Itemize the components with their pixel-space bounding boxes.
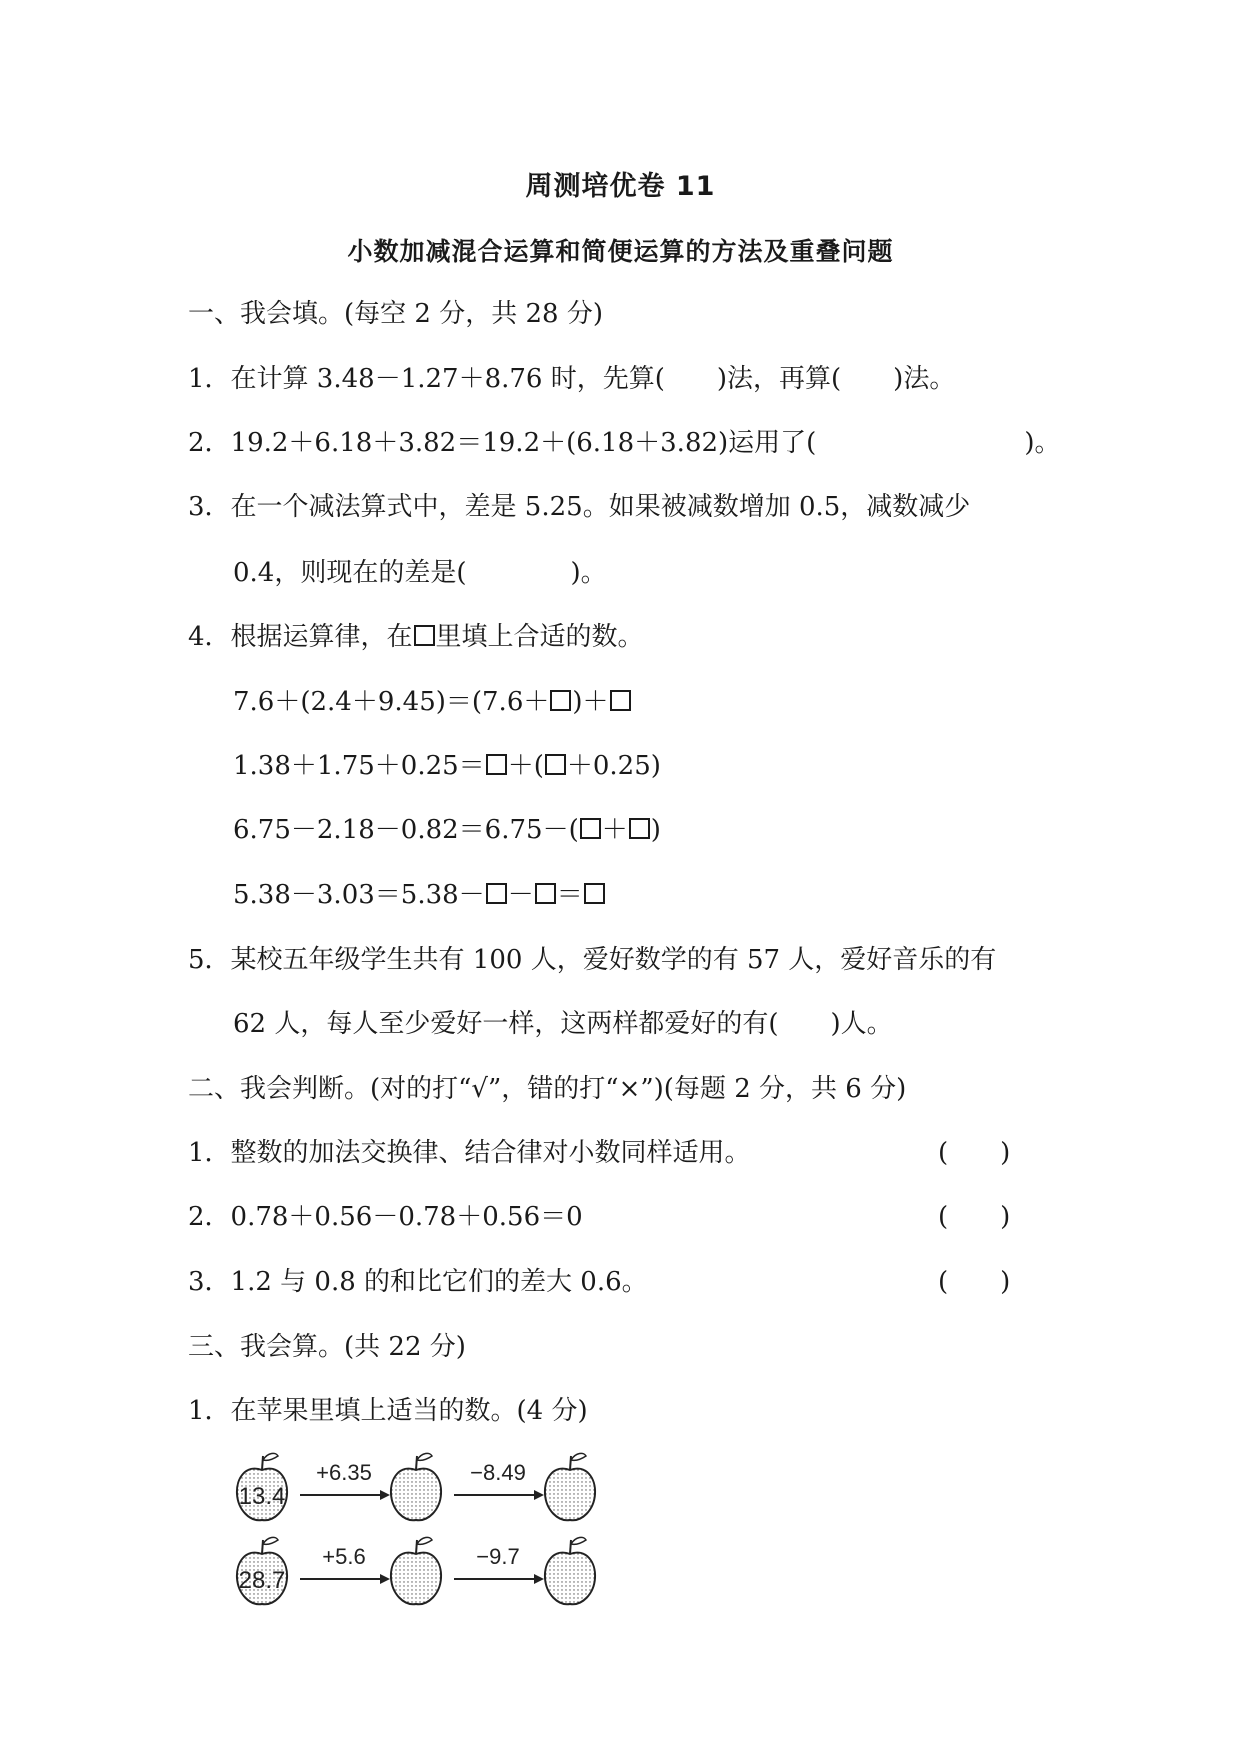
operation-label: −8.49 xyxy=(470,1460,526,1485)
question-1-5-line2: 62 人，每人至少爱好一样，这两样都爱好的有( )人。 xyxy=(233,1009,893,1039)
judge-blank-2[interactable]: ( ) xyxy=(938,1202,1011,1232)
apple-chain-graphic xyxy=(232,1532,652,1612)
eq2-part-c: ＋0.25) xyxy=(566,751,661,781)
q4-intro-a: 4．根据运算律，在 xyxy=(188,622,413,652)
apple-chain-graphic xyxy=(232,1448,652,1528)
question-1-1: 1．在计算 3.48－1.27＋8.76 时，先算( )法，再算( )法。 xyxy=(188,364,956,394)
question-1-4-equation-4 xyxy=(233,878,606,912)
apple-icon[interactable] xyxy=(545,1453,595,1520)
apple-chain-2 xyxy=(232,1532,652,1612)
answer-box[interactable] xyxy=(550,690,571,711)
arrow-icon xyxy=(454,1574,544,1584)
answer-box[interactable] xyxy=(580,818,601,839)
judge-item-1: 1．整数的加法交换律、结合律对小数同样适用。 xyxy=(188,1138,751,1168)
question-1-4-equation-2 xyxy=(233,749,661,783)
judge-blank-3[interactable]: ( ) xyxy=(938,1267,1011,1297)
question-1-3-line1: 3．在一个减法算式中，差是 5.25。如果被减数增加 0.5，减数减少 xyxy=(188,492,971,522)
section2-heading: 二、我会判断。(对的打“√”，错的打“×”)(每题 2 分，共 6 分) xyxy=(188,1074,907,1104)
judge-item-3: 3．1.2 与 0.8 的和比它们的差大 0.6。 xyxy=(188,1267,648,1297)
worksheet-subtitle: 小数加减混合运算和简便运算的方法及重叠问题 xyxy=(347,237,894,266)
apple-icon[interactable] xyxy=(391,1453,441,1520)
section1-heading: 一、我会填。(每空 2 分，共 28 分) xyxy=(188,299,603,329)
question-1-2: 2．19.2＋6.18＋3.82＝19.2＋(6.18＋3.82)运用了( )。 xyxy=(188,428,1061,458)
apple-icon[interactable] xyxy=(545,1537,595,1604)
eq3-part-c: ) xyxy=(650,815,661,845)
eq4-part-a: 5.38－3.03＝5.38－ xyxy=(233,880,485,910)
apple-start-value: 28.7 xyxy=(238,1567,286,1594)
answer-box[interactable] xyxy=(486,883,507,904)
operation-label: +6.35 xyxy=(316,1460,372,1485)
question-1-4-equation-3 xyxy=(233,813,661,847)
answer-box[interactable] xyxy=(610,690,631,711)
answer-box[interactable] xyxy=(486,754,507,775)
answer-box[interactable] xyxy=(545,754,566,775)
arrow-icon xyxy=(454,1490,544,1500)
question-1-4-equation-1 xyxy=(233,685,632,719)
answer-box[interactable] xyxy=(535,883,556,904)
arrow-icon xyxy=(300,1574,390,1584)
operation-label: −9.7 xyxy=(476,1544,520,1569)
question-1-4-intro xyxy=(188,620,644,654)
q4-intro-b: 里填上合适的数。 xyxy=(435,622,644,652)
eq1-part-b: )＋ xyxy=(572,687,609,717)
eq2-part-b: ＋( xyxy=(507,751,544,781)
answer-box xyxy=(414,625,435,646)
apple-start-value: 13.4 xyxy=(238,1483,286,1510)
question-1-5-line1: 5．某校五年级学生共有 100 人，爱好数学的有 57 人，爱好音乐的有 xyxy=(188,945,997,975)
operation-label: +5.6 xyxy=(322,1544,366,1569)
arrow-icon xyxy=(300,1490,390,1500)
eq4-part-c: ＝ xyxy=(556,880,583,910)
answer-box[interactable] xyxy=(584,883,605,904)
apple-icon[interactable] xyxy=(391,1537,441,1604)
question-1-3-line2: 0.4，则现在的差是( )。 xyxy=(233,558,607,588)
eq4-part-b: － xyxy=(507,880,534,910)
eq1-part-a: 7.6＋(2.4＋9.45)＝(7.6＋ xyxy=(233,687,550,717)
eq3-part-a: 6.75－2.18－0.82＝6.75－( xyxy=(233,815,579,845)
apple-chain-1 xyxy=(232,1448,652,1528)
answer-box[interactable] xyxy=(629,818,650,839)
eq2-part-a: 1.38＋1.75＋0.25＝ xyxy=(233,751,485,781)
judge-blank-1[interactable]: ( ) xyxy=(938,1138,1011,1168)
worksheet-title: 周测培优卷 11 xyxy=(525,171,716,202)
judge-item-2: 2．0.78＋0.56－0.78＋0.56＝0 xyxy=(188,1202,583,1232)
question-3-1: 1．在苹果里填上适当的数。(4 分) xyxy=(188,1396,588,1426)
section3-heading: 三、我会算。(共 22 分) xyxy=(188,1332,466,1362)
eq3-part-b: ＋ xyxy=(601,815,628,845)
